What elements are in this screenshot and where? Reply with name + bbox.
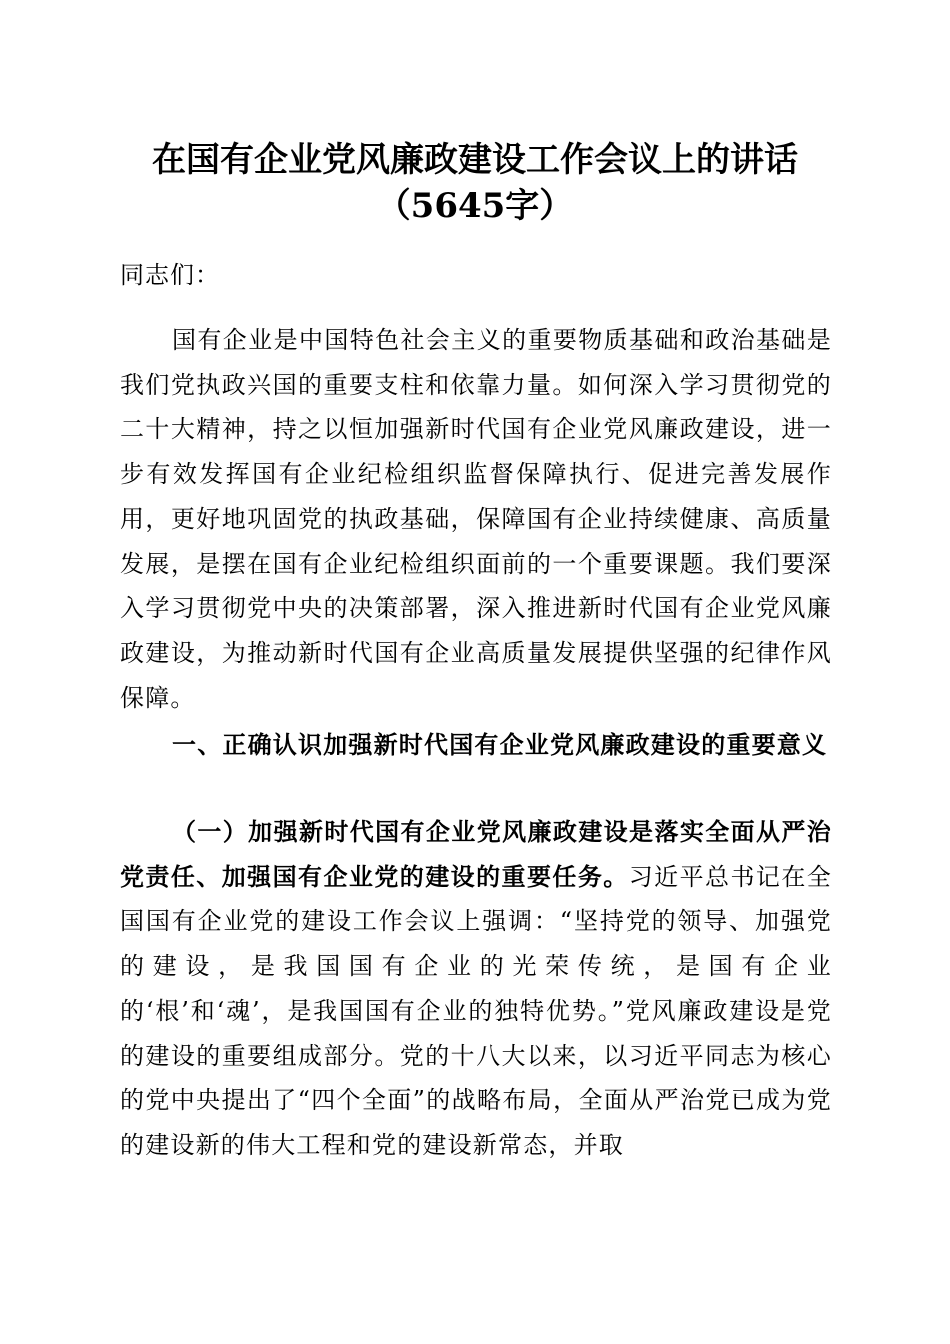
section-heading-1: 一、正确认识加强新时代国有企业党风廉政建设的重要意义: [172, 731, 828, 759]
paragraph-intro: 国有企业是中国特色社会主义的重要物质基础和政治基础是我们党执政兴国的重要支柱和依靠力量。如何深入学习贯彻党的二十大精神，持之以恒加强新时代国有企业党风廉政建设，进一步有效发挥国有企业纪检组织监督保障执行、促进完善发展作用，更好地巩固党的执政基础，保障国有企业持续健康、高质量发展，是摆在国有企业纪检组织面前的一个重要课题。我们要深入学习贯彻党中央的决策部署，深入推进新时代国有企业党风廉政建设，为推动新时代国有企业高质量发展提供坚强的纪律作风保障。: [120, 326, 832, 712]
paragraph-section-1-1: [120, 810, 832, 1168]
document-word-count: （5645字）: [376, 186, 574, 226]
paragraph-body-text: 习近平总书记在全国国有企业党的建设工作会议上强调：“坚持党的领导、加强党的建设，是我国国有企业的光荣传统，是国有企业的‘根’和‘魂’，是我国国有企业的独特优势。”党风廉政建设是党的建设的重要组成部分。党的十八大以来，以习近平同志为核心的党中央提出了“四个全面”的战略布局，全面从严治党已成为党的建设新的伟大工程和党的建设新常态，并取: [120, 862, 832, 1159]
salutation: 同志们：: [120, 261, 220, 289]
paragraph-lead-sentence: （一）加强新时代国有企业党风廉政建设是落实全面从严治党责任、加强国有企业党的建设的重要任务。: [120, 817, 832, 891]
document-title: 在国有企业党风廉政建设工作会议上的讲话: [152, 140, 798, 180]
